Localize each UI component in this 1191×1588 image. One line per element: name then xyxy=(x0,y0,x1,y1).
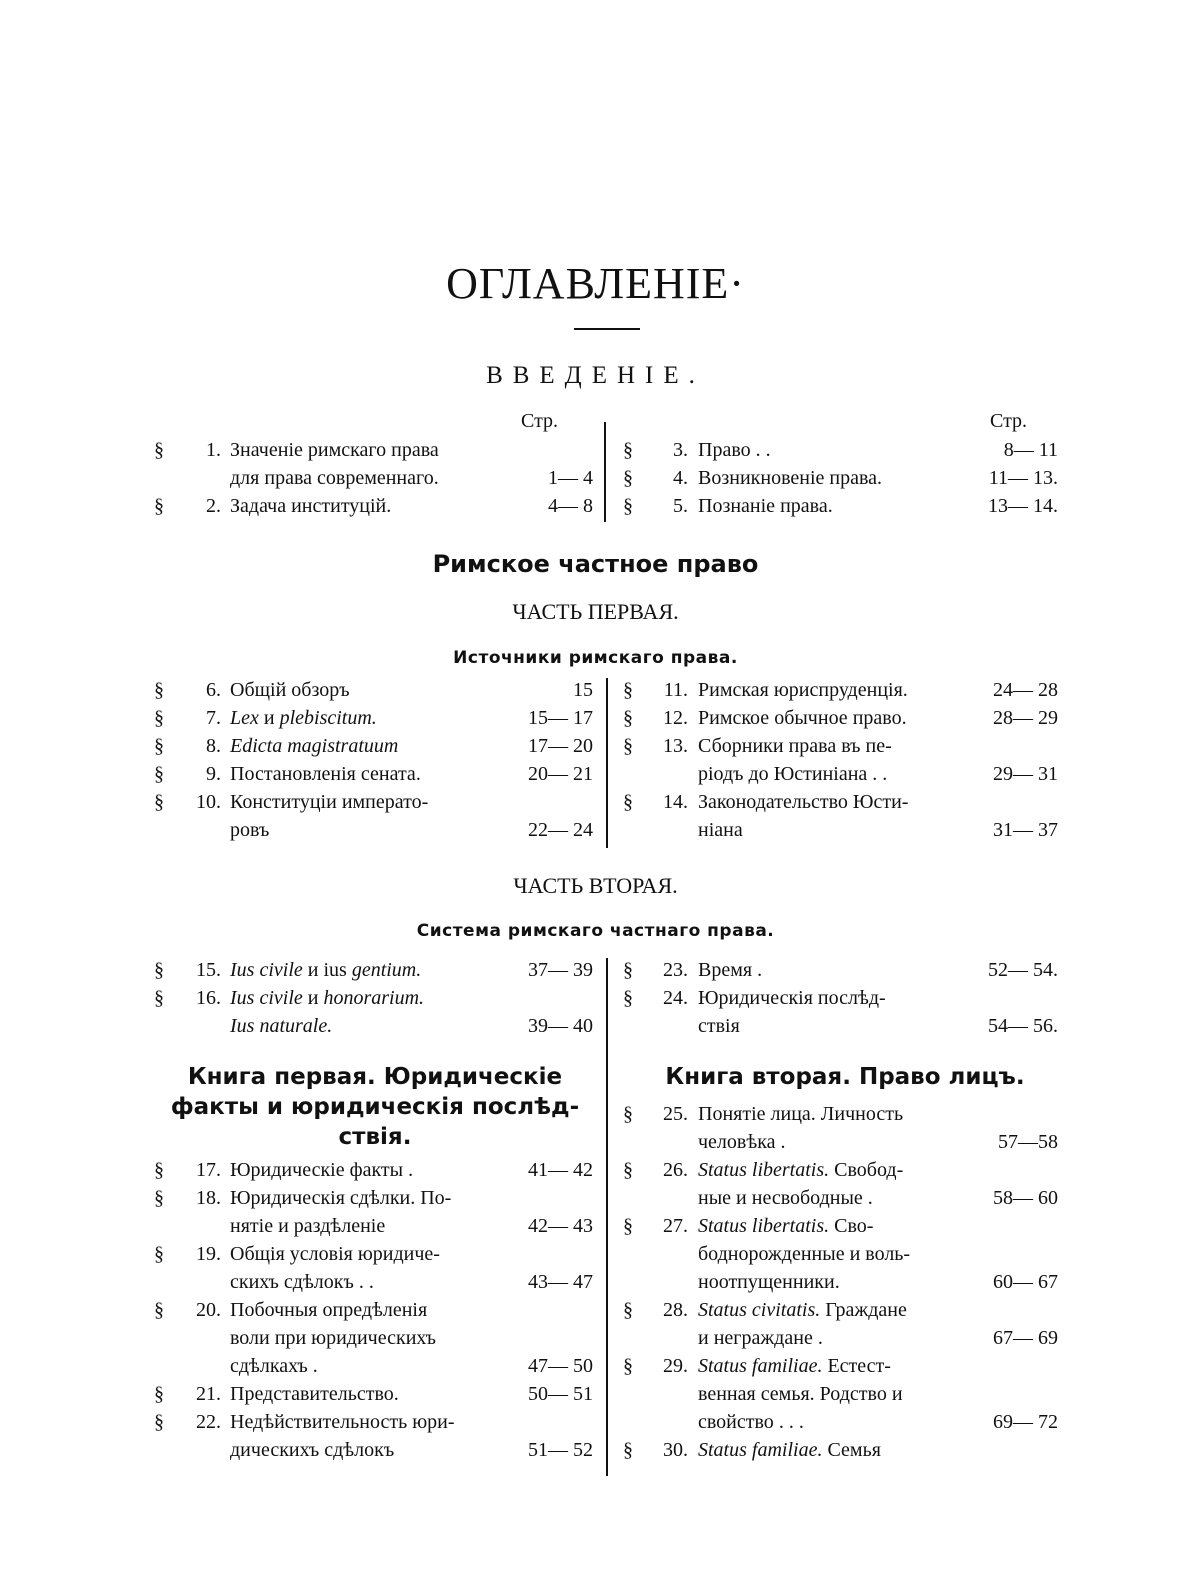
entry-number: 26. xyxy=(663,1159,688,1181)
entry-pages: 60— 67 xyxy=(993,1271,1058,1293)
entry-title: Status libertatis. Сво- xyxy=(698,1215,874,1237)
entry-pages: 43— 47 xyxy=(528,1271,593,1293)
entry-number: 28. xyxy=(663,1299,688,1321)
entry-title: ніана xyxy=(698,819,743,841)
entry-title: Конституціи императо- xyxy=(230,791,429,813)
entry-pages: 13— 14. xyxy=(988,495,1058,517)
section-sign: § xyxy=(154,439,164,461)
entry-number: 4. xyxy=(673,467,688,489)
section-sign: § xyxy=(154,735,164,757)
entry-title: сдѣлкахъ . xyxy=(230,1355,318,1377)
section-sign: § xyxy=(623,1355,633,1377)
entry-number: 2. xyxy=(206,495,221,517)
entry-title: Представительство. xyxy=(230,1383,399,1405)
entry-title: свойство . . . xyxy=(698,1411,804,1433)
section-sign: § xyxy=(154,707,164,729)
entry-pages: 20— 21 xyxy=(528,763,593,785)
entry-pages: 41— 42 xyxy=(528,1159,593,1181)
entry-pages: 39— 40 xyxy=(528,1015,593,1037)
entry-number: 23. xyxy=(663,959,688,981)
part2-heading: ЧАСТЬ ВТОРАЯ. xyxy=(513,873,678,898)
entry-title: Edicta magistratuum xyxy=(230,735,399,757)
column-divider-intro xyxy=(604,422,606,522)
entry-title: Status familiae. Естест- xyxy=(698,1355,891,1377)
entry-pages: 24— 28 xyxy=(993,679,1058,701)
book-heading: ствія. xyxy=(338,1124,412,1150)
section-sign: § xyxy=(623,1103,633,1125)
page-title: ОГЛАВЛЕНІЕ· xyxy=(446,259,745,308)
entry-title: Значеніе римскаго права xyxy=(230,439,439,461)
entry-pages: 69— 72 xyxy=(993,1411,1058,1433)
entry-pages: 37— 39 xyxy=(528,959,593,981)
entry-title: Право . . xyxy=(698,439,771,461)
entry-pages: 15— 17 xyxy=(528,707,593,729)
section-sign: § xyxy=(623,735,633,757)
entry-number: 20. xyxy=(196,1299,221,1321)
entry-number: 30. xyxy=(663,1439,688,1461)
entry-number: 22. xyxy=(196,1411,221,1433)
entry-title: Юридическіе факты . xyxy=(230,1159,414,1181)
entry-title: ствія xyxy=(698,1015,740,1037)
entry-title: Познаніе права. xyxy=(698,495,833,517)
entry-number: 7. xyxy=(206,707,221,729)
entry-pages: 8— 11 xyxy=(1003,439,1058,461)
entry-title: боднорожденные и воль- xyxy=(698,1243,911,1265)
entry-title: Римская юриспруденція. xyxy=(698,679,908,701)
entry-title: Юридическія сдѣлки. По- xyxy=(230,1187,452,1209)
entry-title: дическихъ сдѣлокъ xyxy=(230,1439,395,1461)
section-sign: § xyxy=(154,495,164,517)
section-sign: § xyxy=(154,791,164,813)
entry-pages: 42— 43 xyxy=(528,1215,593,1237)
entry-title: Сборники права въ пе- xyxy=(698,735,892,757)
entry-title: для права современнаго. xyxy=(230,467,439,489)
entry-pages: 17— 20 xyxy=(528,735,593,757)
book-heading: факты и юридическія послѣд- xyxy=(170,1094,580,1120)
book-heading: Книга вторая. Право лицъ. xyxy=(665,1064,1025,1090)
entry-number: 17. xyxy=(196,1159,221,1181)
entry-number: 16. xyxy=(196,987,221,1009)
entry-pages: 4— 8 xyxy=(548,495,593,517)
entry-title: человѣка . xyxy=(698,1131,786,1153)
entry-title: скихъ сдѣлокъ . . xyxy=(230,1271,374,1293)
column-divider-part2 xyxy=(606,958,608,1476)
entry-number: 10. xyxy=(196,791,221,813)
section-sign: § xyxy=(623,707,633,729)
entry-number: 1. xyxy=(206,439,221,461)
entry-title: Понятіе лица. Личность xyxy=(698,1103,904,1125)
entry-number: 6. xyxy=(206,679,221,701)
section-sign: § xyxy=(623,1215,633,1237)
entry-title: Общія условія юридиче- xyxy=(230,1243,440,1265)
entry-number: 13. xyxy=(663,735,688,757)
entry-title: Побочныя опредѣленія xyxy=(230,1299,428,1321)
entry-pages: 51— 52 xyxy=(528,1439,593,1461)
entry-title: Status civitatis. Граждане xyxy=(698,1299,907,1321)
section-sign: § xyxy=(623,959,633,981)
entry-title: Юридическія послѣд- xyxy=(698,987,886,1009)
entry-pages: 47— 50 xyxy=(528,1355,593,1377)
entry-number: 21. xyxy=(196,1383,221,1405)
part1-subheading: Источники римскаго права. xyxy=(453,648,738,668)
entry-title: ноотпущенники. xyxy=(698,1271,840,1293)
entry-pages: 11— 13. xyxy=(988,467,1058,489)
section-sign: § xyxy=(623,1159,633,1181)
entry-title: Задача институцій. xyxy=(230,495,392,517)
entry-number: 19. xyxy=(196,1243,221,1265)
entry-number: 29. xyxy=(663,1355,688,1377)
section-sign: § xyxy=(154,959,164,981)
intro-heading: ВВЕДЕНІЕ. xyxy=(486,362,705,389)
entry-title: Римское обычное право. xyxy=(698,707,907,729)
entry-pages: 15 xyxy=(573,679,593,701)
entry-number: 5. xyxy=(673,495,688,517)
entry-number: 8. xyxy=(206,735,221,757)
section-sign: § xyxy=(154,763,164,785)
entry-pages: 54— 56. xyxy=(988,1015,1058,1037)
entry-title: Lex и plebiscitum. xyxy=(230,707,377,729)
section-sign: § xyxy=(623,987,633,1009)
entry-number: 24. xyxy=(663,987,688,1009)
section-sign: § xyxy=(154,1383,164,1405)
entry-pages: 28— 29 xyxy=(993,707,1058,729)
entry-number: 14. xyxy=(663,791,688,813)
title-rule xyxy=(574,328,640,330)
entry-title: Законодательство Юсти- xyxy=(698,791,909,813)
entry-pages: 58— 60 xyxy=(993,1187,1058,1209)
entry-title: воли при юридическихъ xyxy=(230,1327,436,1349)
col-header-left: Стр. xyxy=(521,410,559,432)
part1-heading: ЧАСТЬ ПЕРВАЯ. xyxy=(512,599,679,624)
entry-title: Ius civile и honorarium. xyxy=(230,987,425,1009)
entry-pages: 1— 4 xyxy=(548,467,593,489)
entry-number: 25. xyxy=(663,1103,688,1125)
entry-title: Status familiae. Семья xyxy=(698,1439,881,1461)
entry-title: Постановленія сената. xyxy=(230,763,421,785)
entry-number: 18. xyxy=(196,1187,221,1209)
entry-pages: 29— 31 xyxy=(993,763,1058,785)
entry-pages: 31— 37 xyxy=(993,819,1058,841)
section-sign: § xyxy=(154,1411,164,1433)
entry-title: Возникновеніе права. xyxy=(698,467,883,489)
entry-number: 9. xyxy=(206,763,221,785)
section-sign: § xyxy=(623,679,633,701)
entry-title: и неграждане . xyxy=(698,1327,823,1349)
book-heading: Книга первая. Юридическіе xyxy=(187,1064,563,1090)
section-sign: § xyxy=(623,467,633,489)
section-sign: § xyxy=(154,679,164,701)
section-sign: § xyxy=(154,1159,164,1181)
section-sign: § xyxy=(623,1299,633,1321)
entry-pages: 52— 54. xyxy=(988,959,1058,981)
entry-title: нятіе и раздѣленіе xyxy=(230,1215,386,1237)
entry-pages: 57—58 xyxy=(998,1131,1058,1153)
section-sign: § xyxy=(623,495,633,517)
section-sign: § xyxy=(154,1243,164,1265)
entry-number: 11. xyxy=(663,679,688,701)
entry-pages: 67— 69 xyxy=(993,1327,1058,1349)
entry-title: Недѣйствительность юри- xyxy=(230,1411,455,1433)
column-divider-part1 xyxy=(606,678,608,848)
entry-title: Status libertatis. Свобод- xyxy=(698,1159,904,1181)
entry-title: Время . xyxy=(698,959,763,981)
entry-title: венная семья. Родство и xyxy=(698,1383,903,1405)
entry-title: Ius civile и ius gentium. xyxy=(230,959,422,981)
entry-number: 3. xyxy=(673,439,688,461)
section-sign: § xyxy=(154,987,164,1009)
entry-number: 15. xyxy=(196,959,221,981)
section-sign: § xyxy=(154,1187,164,1209)
entry-number: 12. xyxy=(663,707,688,729)
main-heading: Римское частное право xyxy=(432,550,759,578)
part2-subheading: Система римскаго частнаго права. xyxy=(416,921,775,941)
entry-title: ріодъ до Юстиніана . . xyxy=(698,763,888,785)
entry-pages: 50— 51 xyxy=(528,1383,593,1405)
entry-title: ровъ xyxy=(230,819,270,841)
entry-number: 27. xyxy=(663,1215,688,1237)
entry-title: ные и несвободные . xyxy=(698,1187,873,1209)
section-sign: § xyxy=(154,1299,164,1321)
section-sign: § xyxy=(623,439,633,461)
section-sign: § xyxy=(623,1439,633,1461)
entry-title: Ius naturale. xyxy=(230,1015,333,1037)
section-sign: § xyxy=(623,791,633,813)
col-header-right: Стр. xyxy=(990,410,1028,432)
entry-pages: 22— 24 xyxy=(528,819,593,841)
entry-title: Общій обзоръ xyxy=(230,679,350,701)
